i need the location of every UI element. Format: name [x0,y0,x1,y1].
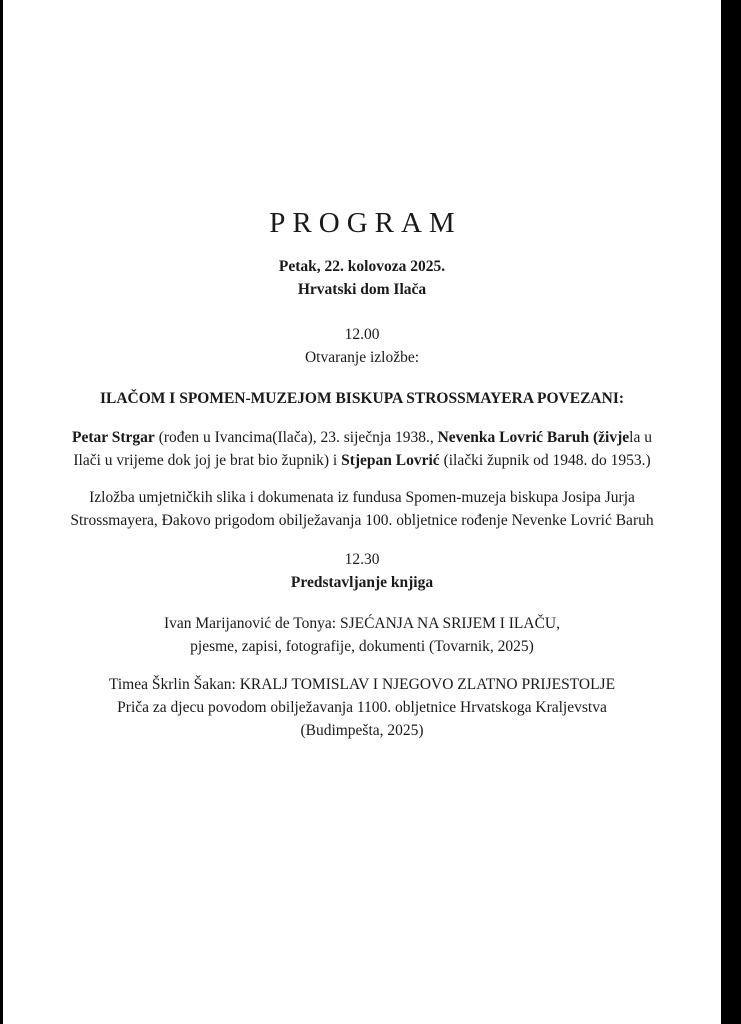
page-title: PROGRAM [269,207,462,239]
artist-name-1: Petar Strgar [72,429,155,446]
artists-line-1 [3,426,721,449]
book-2 [3,673,721,742]
event2-label: Predstavljanje knjiga [290,574,434,591]
exhibition-heading: ILAČOM I SPOMEN-MUZEJOM BISKUPA STROSSMAYERA POVEZANI: [99,390,625,407]
book2-line-1: Timea Škrlin Šakan: KRALJ TOMISLAV I NJEGOVO ZLATNO PRIJESTOLJE [108,676,616,693]
artist-text-1: (rođen u Ivancima(Ilača), 23. siječnja 1938., [154,429,438,446]
book1-line-2: pjesme, zapisi, fotografije, dokumenti (Tovarnik, 2025) [190,638,534,655]
event-date: Petak, 22. kolovoza 2025. [278,258,446,275]
book1-line-1: Ivan Marijanović de Tonya: SJEĆANJA NA SRIJEM I ILAČU, [163,615,560,632]
artist-name-3: Stjepan Lovrić [341,452,440,469]
event-venue: Hrvatski dom Ilača [297,281,427,298]
book-1 [3,612,721,658]
artist-bold-fragment: (živje [589,429,630,446]
description-line-1: Izložba umjetničkih slika i dokumenata iz fundusa Spomen-muzeja biskupa Josipa Jurja [89,489,635,506]
document-page [3,0,721,1024]
artists-paragraph [3,426,721,472]
exhibition-description [3,486,721,532]
event2-time: 12.30 [344,551,380,568]
description-line-2: Strossmayera, Đakovo prigodom obilježavanja 100. obljetnice rođenje Nevenke Lovrić Baruh [70,512,654,529]
program-content [3,205,721,742]
artist-text-2a: la u [629,429,652,446]
artist-text-2b: Ilači u vrijeme dok joj je brat bio župnik) i [73,452,342,469]
event1-label: Otvaranje izložbe: [304,349,420,366]
artist-text-3: (ilački župnik od 1948. do 1953.) [439,452,651,469]
book2-line-2: Priča za djecu povodom obilježavanja 1100. obljetnice Hrvatskoga Kraljevstva [117,699,607,716]
artists-line-2 [3,449,721,472]
event1-time: 12.00 [344,326,380,343]
book2-line-3: (Budimpešta, 2025) [300,722,424,739]
artist-name-2: Nevenka Lovrić Baruh [437,429,590,446]
